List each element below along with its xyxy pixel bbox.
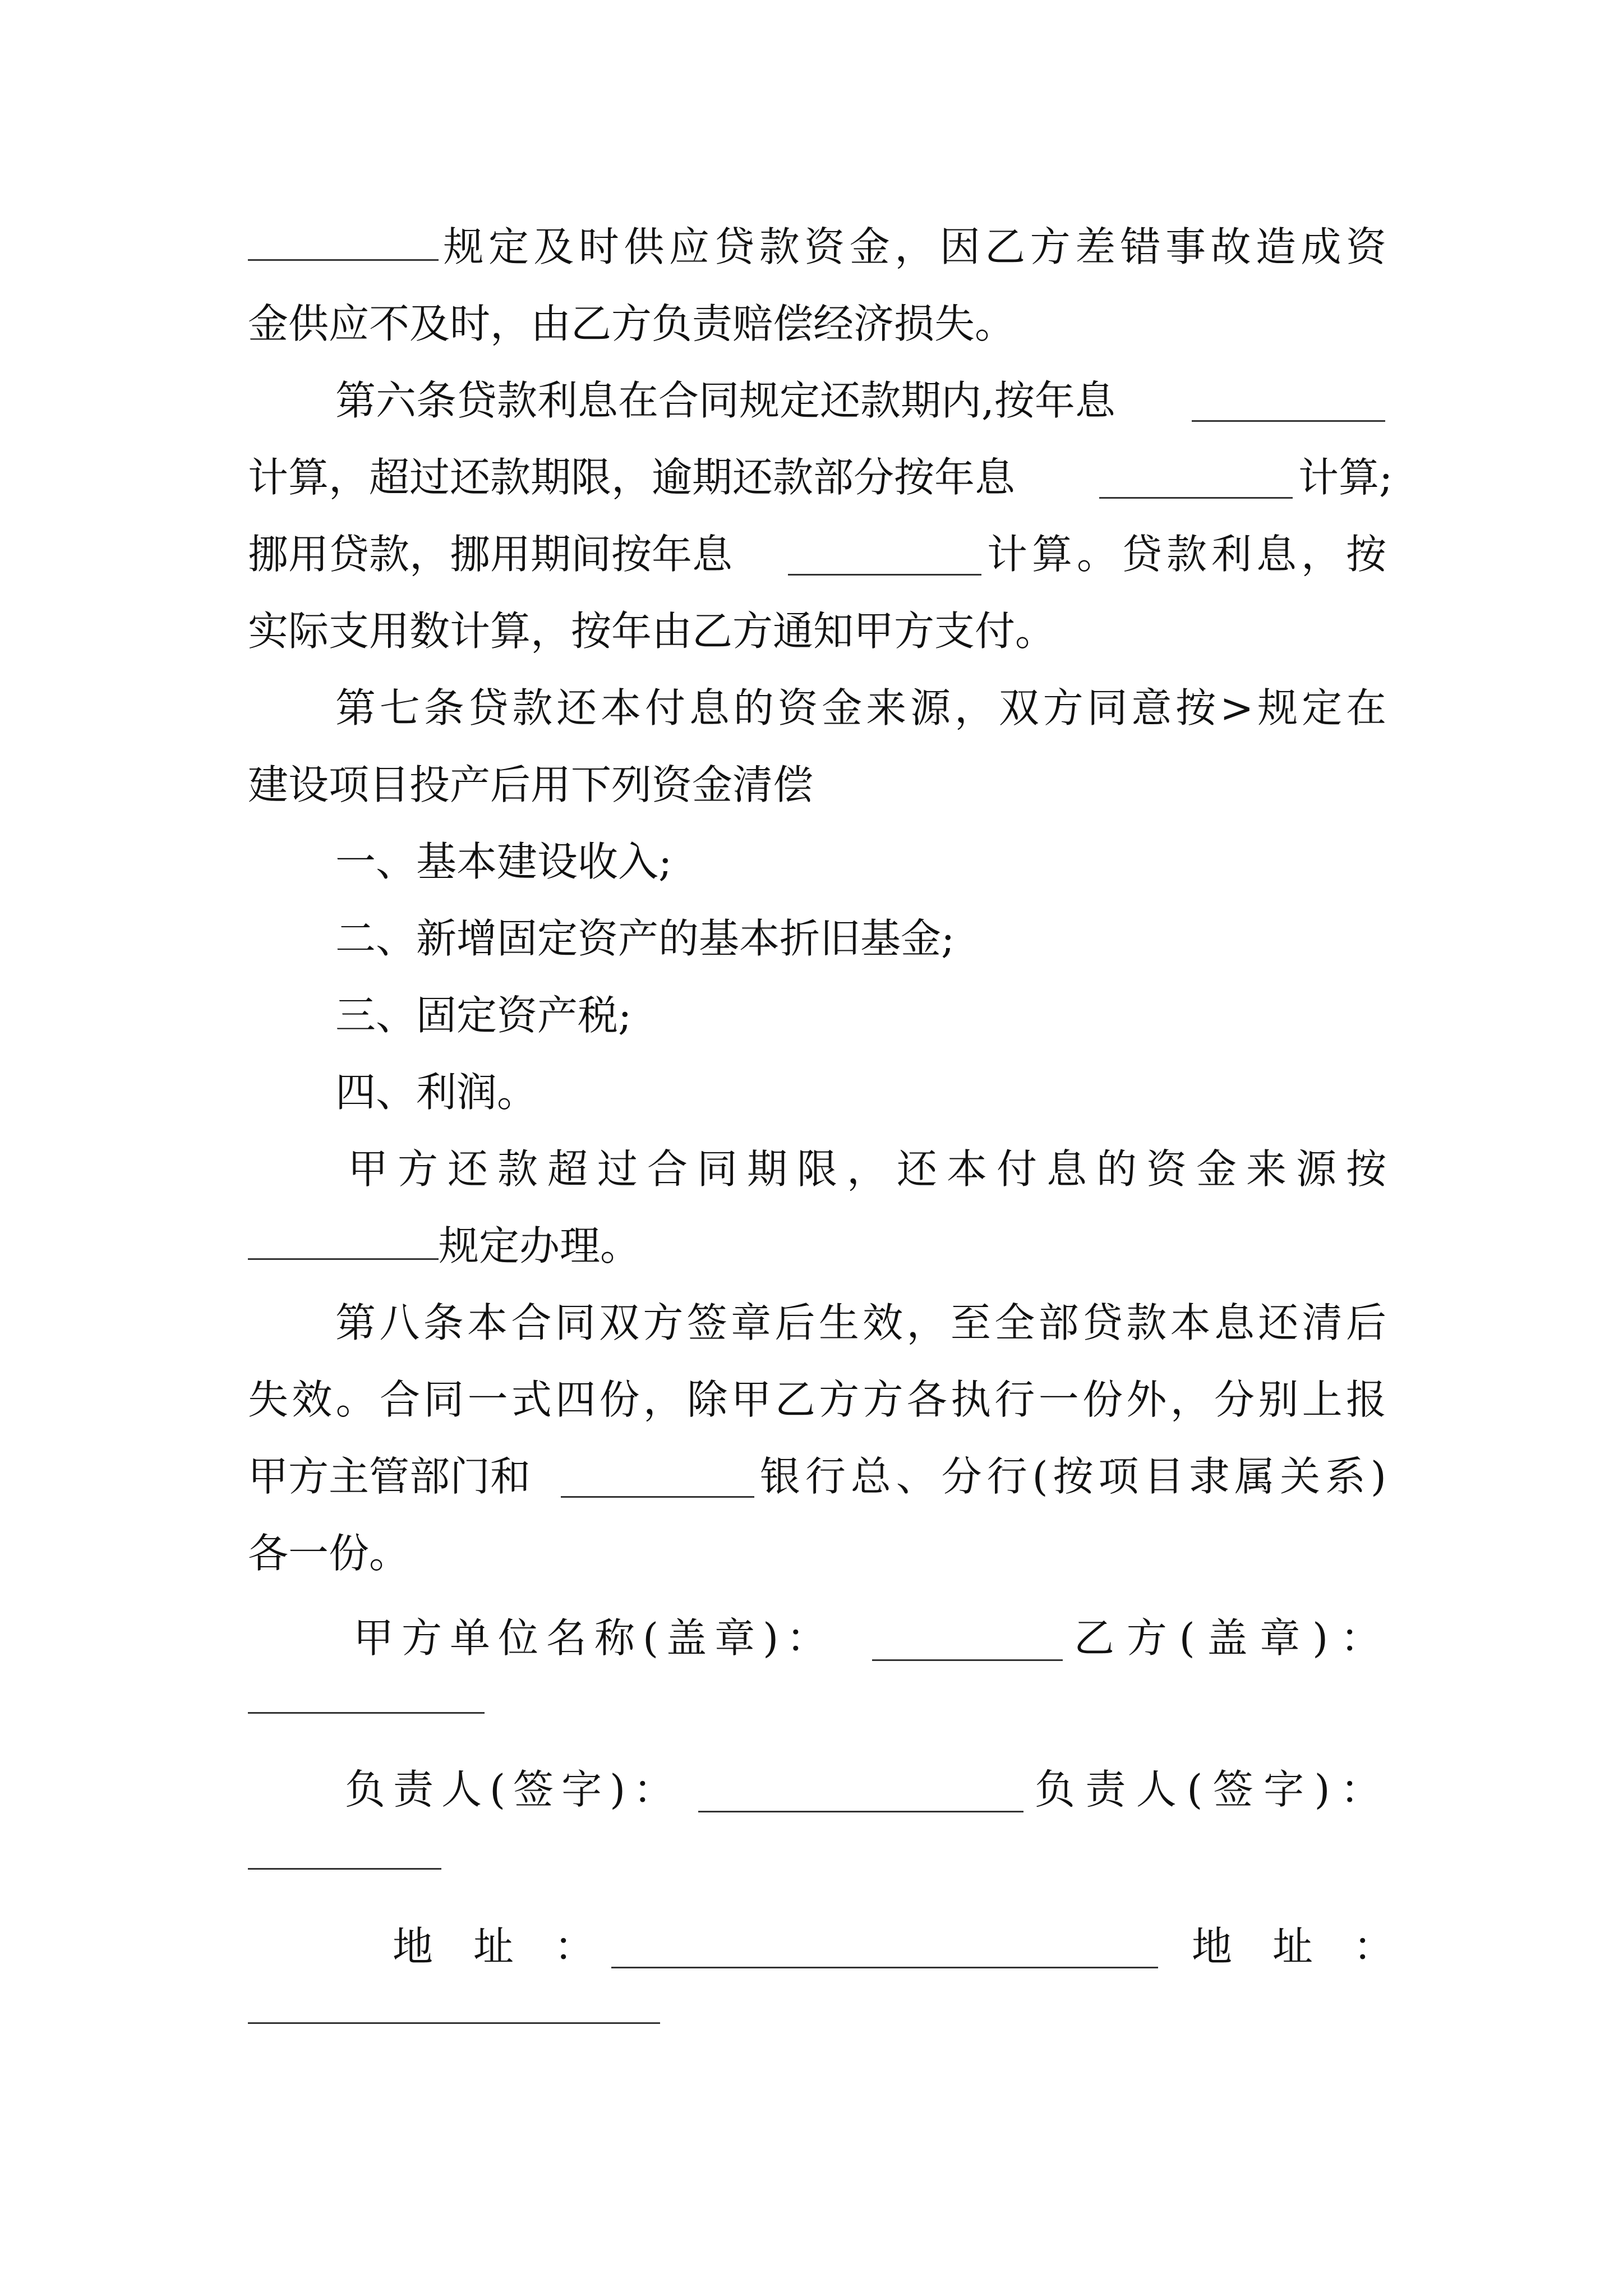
- paragraph-line: 第七条贷款还本付息的资金来源，双方同意按>规定在: [335, 684, 1386, 731]
- paragraph-line: 计算;: [1298, 454, 1393, 501]
- paragraph-line: 甲方主管部门和: [248, 1453, 531, 1500]
- paragraph-line: 第六条贷款利息在合同规定还款期内,按年息: [335, 377, 1115, 424]
- list-item: 四、利润。: [335, 1069, 538, 1116]
- paragraph-line: 建设项目投产后用下列资金清偿: [248, 761, 814, 808]
- paragraph-line: [248, 1212, 1386, 1280]
- address-b-label: 地 址 ：: [1192, 1923, 1394, 1970]
- line-text: 规定办理。: [439, 1222, 641, 1269]
- paragraph-line: 计算。贷款利息，按: [987, 531, 1386, 578]
- paragraph-line: 甲方还款超过合同期限，还本付息的资金来源按: [348, 1145, 1386, 1193]
- party-a-name-label: 甲方单位名称(盖章)：: [353, 1614, 835, 1662]
- responsible-person-a-field[interactable]: [698, 1807, 1023, 1812]
- fill-in-blank: [1192, 417, 1385, 422]
- paragraph-line: 第八条本合同双方签章后生效，至全部贷款本息还清后: [335, 1299, 1386, 1346]
- paragraph-line: 失效。合同一式四份，除甲乙方方各执行一份外，分别上报: [248, 1376, 1386, 1423]
- party-b-seal-field[interactable]: [248, 1712, 485, 1714]
- paragraph-line: 挪用贷款，挪用期间按年息: [248, 531, 733, 578]
- list-item: 二、新增固定资产的基本折旧基金;: [335, 915, 955, 962]
- party-a-name-field[interactable]: [872, 1656, 1063, 1661]
- address-a-label: 地 址 ：: [393, 1923, 595, 1970]
- address-b-field[interactable]: [248, 2022, 660, 2024]
- paragraph-line: 各一份。: [248, 1530, 410, 1577]
- fill-in-blank: [788, 570, 981, 576]
- paragraph-line: 金供应不及时，由乙方负责赔偿经济损失。: [248, 300, 1016, 347]
- list-item: 一、基本建设收入;: [335, 838, 672, 885]
- fill-in-blank: [561, 1493, 754, 1498]
- line-text: 规定及时供应贷款资金，因乙方差错事故造成资: [439, 223, 1386, 270]
- fill-in-blank: [248, 1255, 439, 1260]
- responsible-person-b-label: 负责人(签字)：: [1035, 1766, 1386, 1813]
- address-a-field[interactable]: [611, 1963, 1158, 1968]
- list-item: 三、固定资产税;: [335, 992, 632, 1039]
- paragraph-line: 实际支用数计算，按年由乙方通知甲方支付。: [248, 608, 1056, 655]
- responsible-person-b-field[interactable]: [248, 1868, 441, 1870]
- paragraph-line: 计算，超过还款期限，逾期还款部分按年息: [248, 454, 1016, 501]
- paragraph-line: [248, 213, 1386, 280]
- fill-in-blank: [1099, 494, 1293, 499]
- responsible-person-a-label: 负责人(签字)：: [345, 1766, 682, 1813]
- paragraph-line: 银行总、分行(按项目隶属关系): [760, 1453, 1386, 1500]
- fill-in-blank: [248, 256, 439, 261]
- party-b-seal-label: 乙方(盖章)：: [1074, 1614, 1386, 1662]
